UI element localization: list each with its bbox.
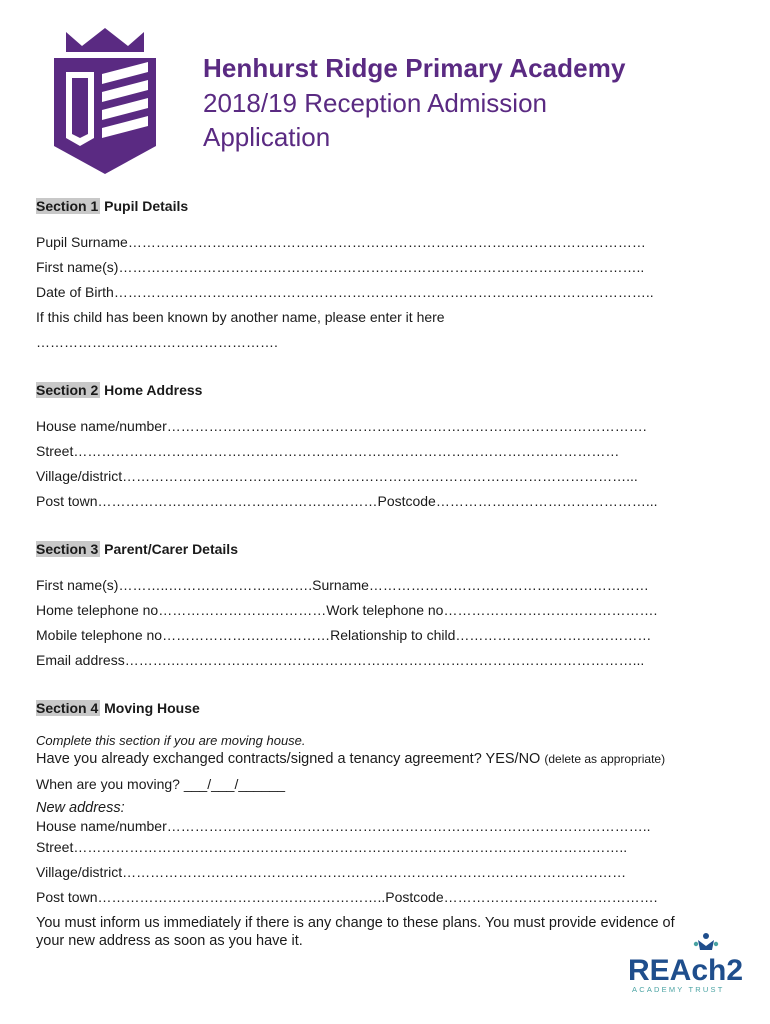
notice-line-2: your new address as soon as you have it. [36, 933, 303, 949]
pupil-first-names-field[interactable]: First name(s)………………………………………………………………………………………………….. [36, 259, 645, 275]
pupil-surname-field[interactable]: Pupil Surname………………………………………………………………………………………………… [36, 234, 646, 250]
home-village-field[interactable]: Village/district………………………………………………………………………………………………... [36, 468, 638, 484]
home-street-field[interactable]: Street……………………………………………………………………………………………………… [36, 443, 620, 459]
reach2-tagline: ACADEMY TRUST [632, 985, 725, 994]
school-crest-logo [52, 28, 158, 174]
moving-intro: Complete this section if you are moving house. [36, 733, 306, 748]
form-title-line1: 2018/19 Reception Admission [203, 88, 548, 118]
section-title: Moving House [104, 700, 200, 716]
moving-date-field[interactable]: When are you moving? ___/___/______ [36, 776, 286, 792]
new-street-field[interactable]: Street……………………………………………………………………………………………………….. [36, 839, 628, 855]
mobile-relationship-field[interactable]: Mobile telephone no………………………………Relationship to child…………………………………… [36, 627, 652, 643]
new-posttown-postcode-field[interactable]: Post town……………………………………………………..Postcode………………………………………. [36, 889, 658, 905]
section-4-heading [36, 700, 736, 716]
section-3-heading [36, 541, 736, 557]
school-name: Henhurst Ridge Primary Academy [203, 53, 626, 83]
section-number: Section 3 [36, 541, 99, 557]
form-title-line2: Application [203, 122, 331, 152]
section-number: Section 4 [36, 700, 99, 716]
section-number: Section 1 [36, 198, 99, 214]
home-work-telephone-field[interactable]: Home telephone no………………………………Work telephone no………………………………………. [36, 602, 658, 618]
section-number: Section 2 [36, 382, 99, 398]
header [203, 52, 626, 152]
notice-line-1: You must inform us immediately if there is any change to these plans. You must provide evidence of [36, 915, 675, 931]
new-address-label: New address: [36, 800, 125, 816]
section-2-heading [36, 382, 736, 398]
date-of-birth-field[interactable]: Date of Birth…………………………………………………………………………………………………….. [36, 284, 654, 300]
parent-name-field[interactable]: First name(s)………..………………………….Surname…………………………………………………… [36, 577, 649, 593]
contracts-question[interactable] [36, 749, 736, 769]
other-name-field[interactable]: ……………………………………………. [36, 334, 278, 350]
home-posttown-postcode-field[interactable]: Post town……………………………………………………Postcode………………………………………... [36, 493, 658, 509]
new-house-field[interactable]: House name/number………………………………………………………………………………………….. [36, 818, 651, 834]
section-title: Pupil Details [104, 198, 189, 214]
other-name-prompt: If this child has been known by another name, please enter it here [36, 309, 445, 325]
question-note: (delete as appropriate) [544, 752, 666, 766]
question-text: Have you already exchanged contracts/signed a tenancy agreement? YES/NO [36, 751, 541, 767]
email-field[interactable]: Email address……….………………………………………………………………………………………... [36, 652, 645, 668]
section-title: Home Address [104, 382, 203, 398]
form-body [36, 198, 736, 950]
reach2-academy-trust-logo [626, 930, 746, 994]
home-house-field[interactable]: House name/number…………………………………………………………………………………………. [36, 418, 647, 434]
reach2-wordmark: REAch2 [628, 954, 744, 987]
section-title: Parent/Carer Details [104, 541, 238, 557]
section-1-heading [36, 198, 736, 214]
new-village-field[interactable]: Village/district……………………………………………………………………………………………… [36, 864, 627, 880]
